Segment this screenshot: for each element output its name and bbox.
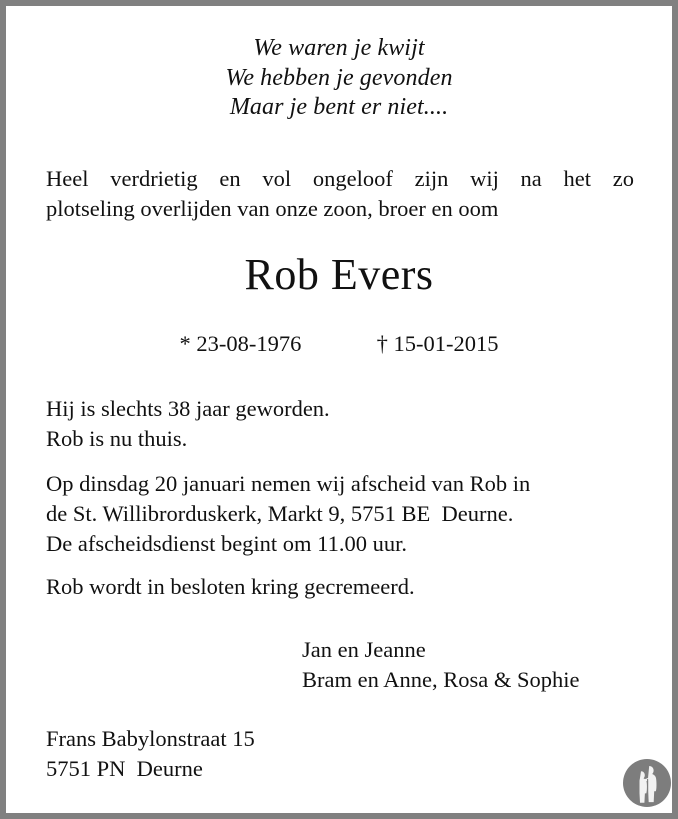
deceased-name: Rob Evers [244, 250, 434, 299]
intro-line-1: Heel verdrietig en vol ongeloof zijn wij na het zo [46, 166, 634, 191]
paragraph-service [46, 469, 638, 559]
paragraph-age [46, 394, 638, 454]
address-line-2: 5751 PN Deurne [46, 756, 203, 781]
address-block [46, 724, 446, 784]
paragraph-cremation [46, 572, 638, 602]
signature-block [302, 635, 652, 695]
embracing-couple-logo-icon [622, 758, 672, 808]
poem-line-3: Maar je bent er niet.... [229, 94, 449, 120]
paragraph-cremation-line-1: Rob wordt in besloten kring gecremeerd. [46, 574, 415, 599]
poem-block [6, 34, 672, 123]
dates-row [6, 330, 672, 358]
paragraph-service-line-2: de St. Willibrorduskerk, Markt 9, 5751 BE Deurne. [46, 501, 514, 526]
birth-date: * 23-08-1976 [179, 331, 302, 356]
intro-line-2: plotseling overlijden van onze zoon, broer en oom [46, 196, 499, 221]
paragraph-age-line-2: Rob is nu thuis. [46, 426, 188, 451]
paragraph-service-line-1: Op dinsdag 20 januari nemen wij afscheid van Rob in [46, 471, 531, 496]
poem-line-1: We waren je kwijt [253, 35, 425, 61]
intro-paragraph [46, 164, 634, 224]
paragraph-service-line-3: De afscheidsdienst begint om 11.00 uur. [46, 531, 407, 556]
poem-line-2: We hebben je gevonden [225, 64, 453, 91]
obituary-inner-page [6, 6, 672, 813]
address-line-1: Frans Babylonstraat 15 [46, 726, 255, 751]
death-date: † 15-01-2015 [376, 331, 499, 356]
signature-line-2: Bram en Anne, Rosa & Sophie [302, 667, 580, 692]
signature-line-1: Jan en Jeanne [302, 637, 426, 662]
paragraph-age-line-1: Hij is slechts 38 jaar geworden. [46, 396, 330, 421]
